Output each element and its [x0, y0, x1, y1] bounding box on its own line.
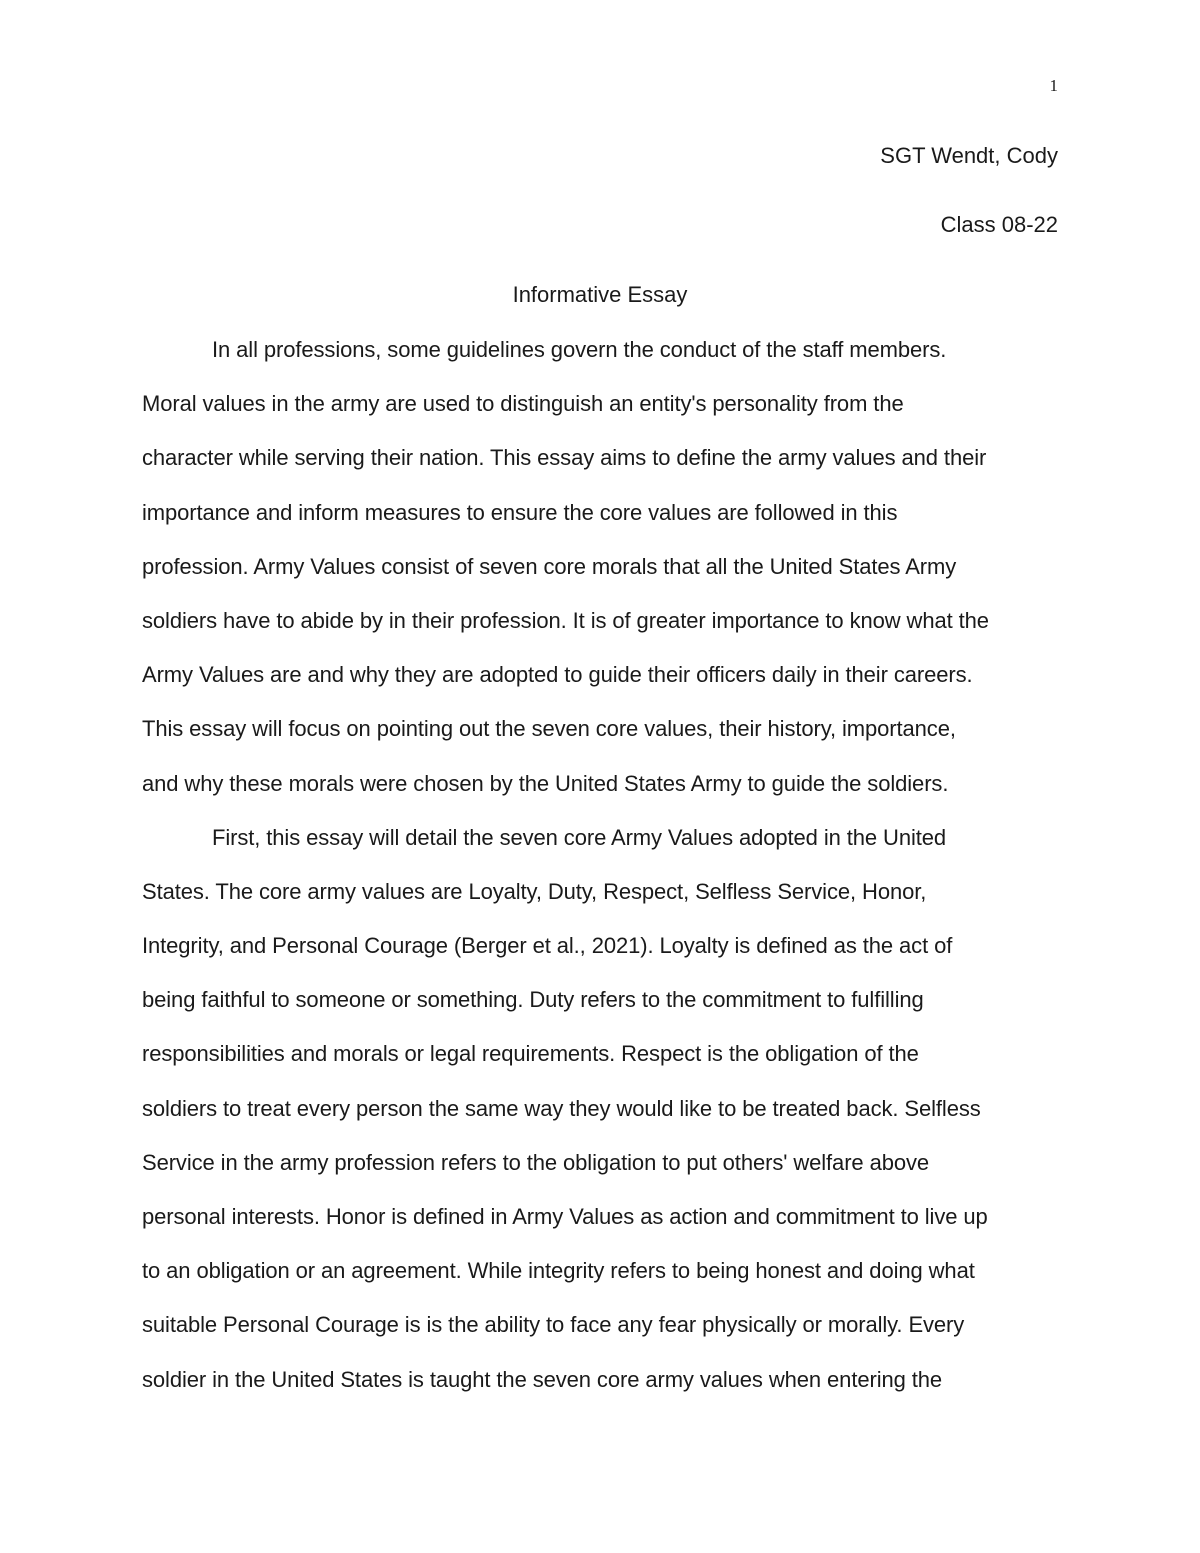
body-line: States. The core army values are Loyalty, Duty, Respect, Selfless Service, Honor,	[142, 878, 927, 904]
body-line: importance and inform measures to ensure the core values are followed in this	[142, 499, 898, 525]
body-line: suitable Personal Courage is is the ability to face any fear physically or morally. Every	[142, 1312, 965, 1338]
body-line: responsibilities and morals or legal requirements. Respect is the obligation of the	[142, 1041, 919, 1067]
body-line: Army Values are and why they are adopted to guide their officers daily in their careers.	[142, 662, 973, 688]
body-line: Integrity, and Personal Courage (Berger et al., 2021). Loyalty is defined as the act of	[142, 933, 953, 959]
essay-body	[142, 336, 1062, 1420]
body-line: First, this essay will detail the seven core Army Values adopted in the United	[212, 824, 947, 850]
body-line: Moral values in the army are used to distinguish an entity's personality from the	[142, 391, 904, 417]
body-line: This essay will focus on pointing out the seven core values, their history, importance,	[142, 716, 956, 742]
body-line: In all professions, some guidelines govern the conduct of the staff members.	[212, 337, 947, 362]
body-line: and why these morals were chosen by the United States Army to guide the soldiers.	[142, 770, 949, 796]
body-line: profession. Army Values consist of seven core morals that all the United States Army	[142, 553, 957, 579]
body-line: Service in the army profession refers to the obligation to put others' welfare above	[142, 1149, 930, 1175]
body-line: to an obligation or an agreement. While integrity refers to being honest and doing what	[142, 1258, 975, 1284]
class-label: Class 08-22	[940, 212, 1058, 237]
author-name: SGT Wendt, Cody	[880, 143, 1058, 168]
essay-title: Informative Essay	[512, 282, 688, 307]
body-line: personal interests. Honor is defined in Army Values as action and commitment to live up	[142, 1204, 988, 1229]
body-line: soldiers to treat every person the same way they would like to be treated back. Selfless	[142, 1095, 981, 1121]
body-line: being faithful to someone or something. Duty refers to the commitment to fulfilling	[142, 987, 924, 1013]
body-line: soldier in the United States is taught the seven core army values when entering the	[142, 1366, 943, 1392]
page-number: 1	[1049, 76, 1058, 95]
body-line: soldiers have to abide by in their profession. It is of greater importance to know what the	[142, 607, 989, 633]
body-line: character while serving their nation. This essay aims to define the army values and their	[142, 445, 987, 471]
